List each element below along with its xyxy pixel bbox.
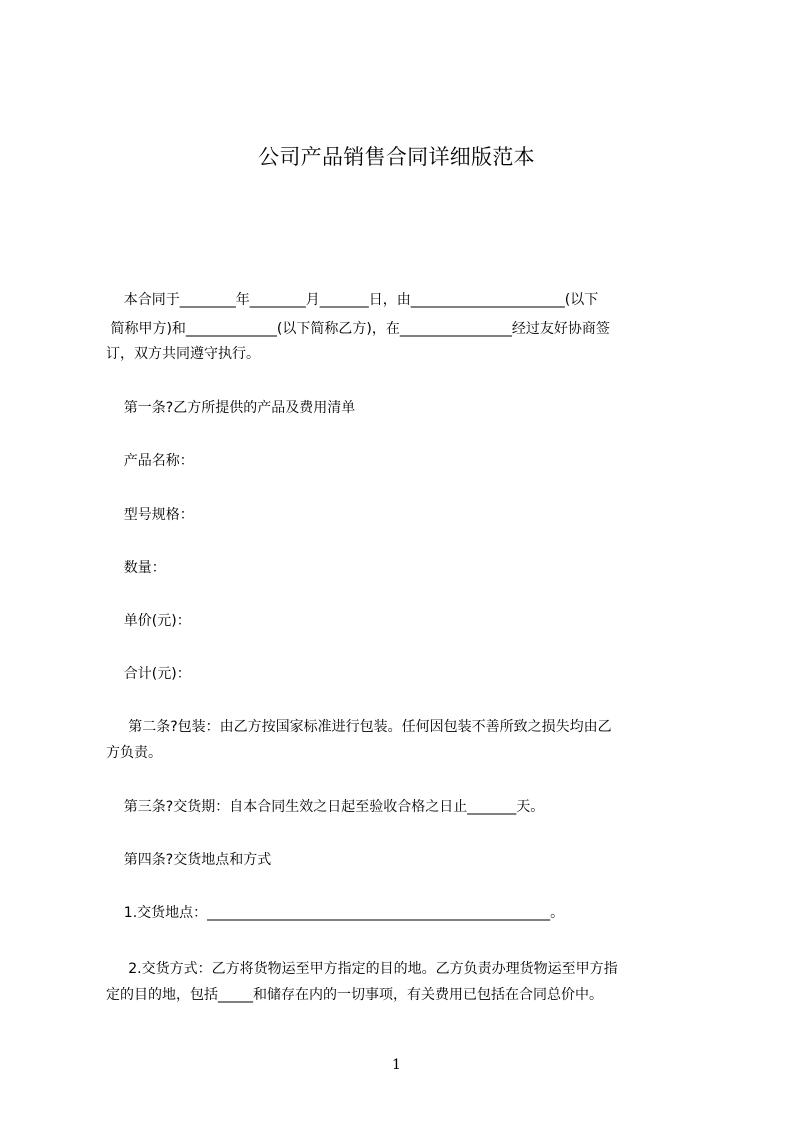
- delivery-place: 1.交货地点：_________________________________________________。: [106, 905, 565, 921]
- model-spec-field: 型号规格：: [106, 507, 194, 523]
- intro-line-1: 本合同于________年________月_______日，由______________________(以下: [106, 292, 599, 308]
- delivery-method-line-2: 定的目的地，包括_____和储存在内的一切事项，有关费用已包括在合同总价中。: [106, 987, 603, 1003]
- product-name-field: 产品名称：: [106, 453, 194, 469]
- page-number: 1: [392, 1057, 401, 1073]
- article-3: 第三条?交货期：自本合同生效之日起至验收合格之日止_______天。: [106, 799, 545, 815]
- quantity-field: 数量：: [106, 560, 166, 576]
- unit-price-field: 单价(元)：: [106, 613, 191, 629]
- article-4-heading: 第四条?交货地点和方式: [106, 852, 272, 868]
- article-1-heading: 第一条?乙方所提供的产品及费用清单: [106, 400, 356, 416]
- article-2-line-1: 第二条?包装：由乙方按国家标准进行包装。任何因包装不善所致之损失均由乙: [106, 719, 612, 735]
- total-field: 合计(元)：: [106, 666, 191, 682]
- article-2-line-2: 方负责。: [106, 745, 162, 761]
- intro-line-3: 订，双方共同遵守执行。: [106, 346, 260, 362]
- delivery-method-line-1: 2.交货方式：乙方将货物运至甲方指定的目的地。乙方负责办理货物运至甲方指: [106, 961, 618, 977]
- document-title: 公司产品销售合同详细版范本: [258, 145, 535, 169]
- intro-line-2: 简称甲方)和_____________(以下简称乙方)，在________________经过友好协商签: [106, 321, 610, 337]
